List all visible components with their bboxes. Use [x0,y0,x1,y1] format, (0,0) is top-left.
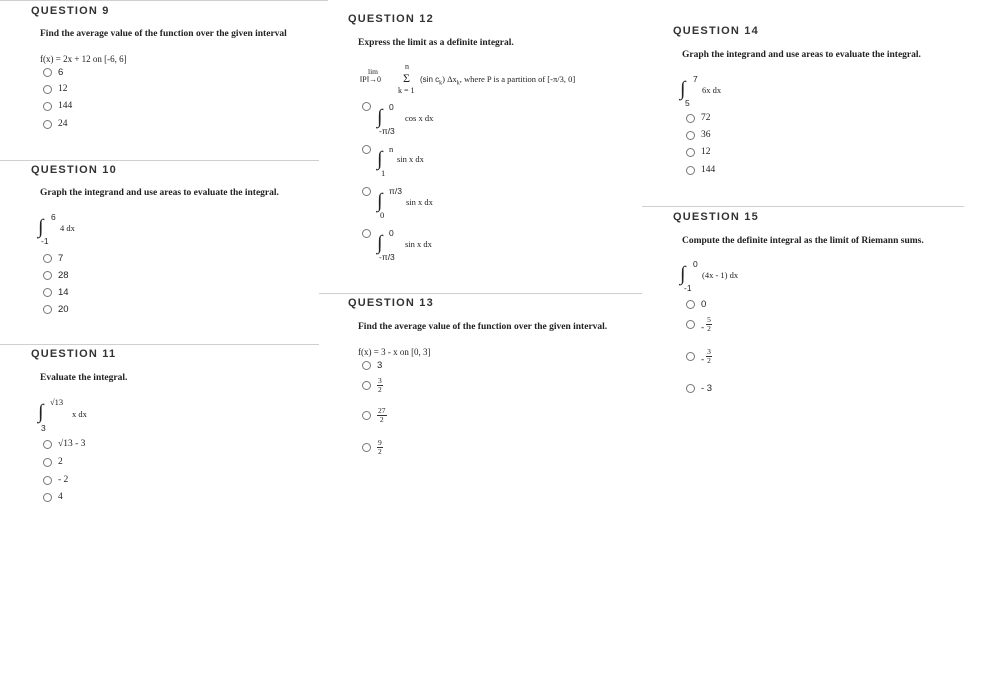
radio-button[interactable] [362,381,371,390]
answer-option[interactable]: 12 [43,84,68,94]
radio-button[interactable] [362,229,371,238]
radio-button[interactable] [43,476,52,485]
radio-button[interactable] [43,288,52,297]
integral-option: ∫ 0 -π/3 cos x dx [377,102,434,136]
question-prompt: Express the limit as a definite integral. [358,38,514,48]
answer-option[interactable] [362,439,383,456]
integral-option: ∫ n 1 sin x dx [377,144,424,178]
answer-option[interactable] [362,229,377,238]
answer-option[interactable]: 3 [362,360,382,371]
question-prompt: Evaluate the integral. [40,373,128,383]
radio-button[interactable] [362,102,371,111]
question-prompt: Graph the integrand and use areas to evaluate the integral. [682,50,921,60]
integral-expression: ∫ √13 3 x dx [38,397,87,433]
radio-button[interactable] [362,187,371,196]
fraction: $\frac{3}{2}$ [707,347,711,365]
radio-button[interactable] [43,305,52,314]
question-heading: QUESTION 11 [31,348,117,360]
answer-option[interactable]: - $\frac{3}{2}$ [686,348,712,365]
radio-button[interactable] [686,300,695,309]
radio-button[interactable] [43,85,52,94]
integral-sign-icon: ∫ [377,232,383,254]
divider-q10 [0,160,319,161]
answer-option[interactable]: - 3 [686,383,712,394]
radio-button[interactable] [43,120,52,129]
function-expression: f(x) = 3 - x on [0, 3] [358,347,431,357]
answer-option[interactable]: 7 [43,253,63,264]
question-prompt: Graph the integrand and use areas to evaluate the integral. [40,188,279,198]
question-heading: QUESTION 15 [673,211,759,223]
integral-expression: ∫ 6 -1 4 dx [38,212,75,246]
answer-option[interactable] [362,377,383,394]
divider-q11 [0,344,319,345]
radio-button[interactable] [43,102,52,111]
integral-expression: ∫ 0 -1 (4x - 1) dx [680,259,739,293]
answer-option[interactable]: 24 [43,119,68,129]
question-heading: QUESTION 14 [673,25,759,37]
fraction: $\frac{3}{2}$ [378,376,382,394]
answer-option[interactable]: 144 [686,165,715,175]
answer-option[interactable]: 4 [43,492,63,502]
divider-q13 [319,293,642,294]
answer-option[interactable]: 28 [43,270,69,281]
function-expression: f(x) = 2x + 12 on [-6, 6] [40,54,127,64]
answer-option[interactable]: 14 [43,287,69,298]
integral-sign-icon: ∫ [38,216,44,238]
radio-button[interactable] [362,411,371,420]
answer-option[interactable]: 144 [43,101,72,111]
integral-sign-icon: ∫ [680,263,686,285]
integral-sign-icon: ∫ [38,401,44,423]
fraction: $\frac{5}{2}$ [707,315,711,333]
integral-sign-icon: ∫ [377,190,383,212]
radio-button[interactable] [43,458,52,467]
answer-option[interactable]: 6 [43,67,63,78]
integral-sign-icon: ∫ [377,148,383,170]
question-heading: QUESTION 9 [31,5,110,17]
integral-option: ∫ 0 -π/3 sin x dx [377,228,432,262]
answer-option[interactable] [362,102,377,111]
question-heading: QUESTION 12 [348,13,434,25]
radio-button[interactable] [362,145,371,154]
fraction: $\frac{27}{2}$ [378,406,386,424]
sigma-icon: Σ [403,71,410,85]
radio-button[interactable] [686,384,695,393]
integral-expression: ∫ 7 5 6x dx [680,74,722,108]
answer-option[interactable]: 36 [686,130,711,140]
radio-button[interactable] [43,271,52,280]
answer-option[interactable] [362,145,377,154]
question-heading: QUESTION 10 [31,164,117,176]
radio-button[interactable] [686,320,695,329]
question-heading: QUESTION 13 [348,297,434,309]
answer-option[interactable]: - $\frac{5}{2}$ [686,316,712,333]
radio-button[interactable] [686,148,695,157]
radio-button[interactable] [362,361,371,370]
integral-sign-icon: ∫ [377,106,383,128]
answer-option[interactable]: 0 [686,299,706,310]
answer-option[interactable]: 72 [686,113,711,123]
radio-button[interactable] [686,166,695,175]
radio-button[interactable] [686,114,695,123]
radio-button[interactable] [686,131,695,140]
integral-sign-icon: ∫ [680,78,686,100]
radio-button[interactable] [43,68,52,77]
radio-button[interactable] [686,352,695,361]
limit-expression: lim ‖P‖→0 n Σ k = 1 (sin $c_k$) $\Delta x_k$, where P is a partition of [-π/3, 0] [360,62,576,95]
answer-option[interactable]: 12 [686,147,711,157]
question-prompt: Find the average value of the function over the given interval [40,29,287,39]
integral-option: ∫ π/3 0 sin x dx [377,186,433,220]
answer-option[interactable] [362,187,377,196]
divider-q15 [642,206,964,207]
radio-button[interactable] [43,493,52,502]
radio-button[interactable] [43,254,52,263]
divider-q9 [0,0,328,1]
answer-option[interactable]: 20 [43,304,69,315]
answer-option[interactable]: 2 [43,457,63,467]
answer-option[interactable]: - 2 [43,475,68,485]
answer-option[interactable]: √13 - 3 [43,439,85,449]
radio-button[interactable] [43,440,52,449]
question-prompt: Find the average value of the function over the given interval. [358,322,608,332]
radio-button[interactable] [362,443,371,452]
fraction: $\frac{9}{2}$ [378,438,382,456]
question-prompt: Compute the definite integral as the limit of Riemann sums. [682,236,924,246]
answer-option[interactable] [362,407,387,424]
